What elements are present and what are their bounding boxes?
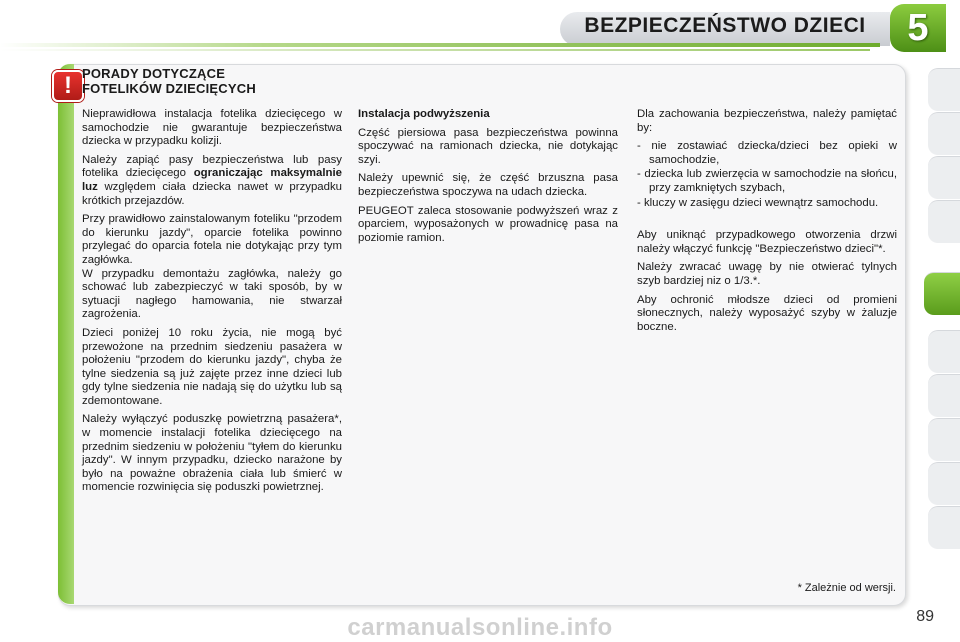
text-run: względem ciała dziecka nawet w przypadku krótkich przejazdów. — [82, 180, 342, 207]
chapter-tab[interactable] — [928, 68, 960, 111]
paragraph: Aby ochronić młodsze dzieci od promieni słonecznych, należy wyposażyć szyby w żaluzje boczne. — [637, 293, 897, 333]
chapter-badge: 5 — [890, 4, 946, 52]
emphasis-text: ograniczając maksymalnie luz — [82, 167, 342, 193]
chapter-tab[interactable] — [928, 374, 960, 417]
paragraph: Dla zachowania bezpieczeństwa, należy pamiętać by: — [637, 108, 897, 134]
chapter-tab[interactable] — [928, 462, 960, 505]
paragraph: Przy prawidłowo zainstalowanym foteliku "przodem do kierunku jazdy", oparcie fotelika powinno przylegać do oparcia fotela nie dotykając przy tym zagłówka. — [82, 213, 342, 266]
paragraph — [82, 154, 342, 208]
paragraph: PEUGEOT zaleca stosowanie podwyższeń wraz z oparciem, wyposażonych w prowadnicę pasa na poziomie ramion. — [358, 204, 618, 244]
footnote: * Zależnie od wersji. — [797, 582, 896, 594]
paragraph: Dzieci poniżej 10 roku życia, nie mogą być przewożone na przednim siedzeniu pasażera w położeniu "przodem do kierunku jazdy", chyba że tylne siedzenia są już zajęte przez inne dzieci lub gdy tylne siedzenia nie nadają się do użytku lub są zdemontowane. — [82, 326, 342, 407]
paragraph: Część piersiowa pasa bezpieczeństwa powinna spoczywać na ramionach dziecka, nie dotykając szyi. — [358, 126, 618, 166]
list-item: - nie zostawiać dziecka/dzieci bez opieki w samochodzie, — [637, 140, 897, 166]
section-title — [82, 66, 256, 96]
page-number: 89 — [916, 608, 934, 625]
text-column-3 — [637, 108, 897, 339]
chapter-tabs — [928, 68, 960, 578]
section-title-line1: PORADY DOTYCZĄCE — [82, 66, 226, 81]
paragraph: Należy wyłączyć poduszkę powietrzną pasażera*, w momencie instalacji fotelika dziecięcego na przednim siedzeniu w położeniu "tyłem do kierunku jazdy". W innym przypadku, dziecko narażone by było na poważne obrażenia ciała lub śmierć w momencie rozwinięcia się poduszki powietrznej. — [82, 413, 342, 494]
list-item: - kluczy w zasięgu dzieci wewnątrz samochodu. — [637, 196, 879, 209]
list-item: - dziecka lub zwierzęcia w samochodzie na słońcu, przy zamkniętych szybach, — [637, 168, 897, 194]
text-column-2 — [358, 108, 618, 250]
paragraph: Aby uniknąć przypadkowego otworzenia drzwi należy włączyć funkcję "Bezpieczeństwo dzieci"*. — [637, 229, 897, 255]
paragraph: Nieprawidłowa instalacja fotelika dziecięcego w samochodzie nie gwarantuje bezpieczeństwa dziecka w przypadku kolizji. — [82, 108, 342, 148]
header-stripe-thin — [0, 49, 870, 51]
chapter-tab-active[interactable] — [924, 272, 960, 315]
header-stripe — [0, 43, 880, 47]
paragraph: Należy zwracać uwagę by nie otwierać tylnych szyb bardziej niz o 1/3.*. — [637, 261, 897, 287]
page-title: BEZPIECZEŃSTWO DZIECI — [584, 14, 866, 37]
text-column-1 — [82, 108, 342, 500]
safety-list — [637, 140, 897, 210]
chapter-tab[interactable] — [928, 200, 960, 243]
subheading: Instalacja podwyższenia — [358, 108, 490, 120]
spacer — [637, 215, 897, 229]
paragraph: W przypadku demontażu zagłówka, należy go schować lub zabezpieczyć w taki sposób, by w sytuacji nagłego hamowania, nie stwarzał zagrożenia. — [82, 267, 342, 321]
chapter-tab[interactable] — [928, 418, 960, 461]
chapter-tab[interactable] — [928, 506, 960, 549]
chapter-tab[interactable] — [928, 112, 960, 155]
warning-icon: ! — [52, 70, 84, 102]
paragraph: Należy upewnić się, że część brzuszna pasa bezpieczeństwa spoczywa na udach dziecka. — [358, 172, 618, 198]
chapter-tab[interactable] — [928, 330, 960, 373]
chapter-tab[interactable] — [928, 156, 960, 199]
watermark: carmanualsonline.info — [347, 614, 613, 641]
text-run: Należy zapiąć pasy bezpieczeństwa lub pasy fotelika dziecięcego — [82, 153, 342, 180]
panel-accent-bar — [58, 64, 74, 604]
section-title-line2: FOTELIKÓW DZIECIĘCYCH — [82, 81, 256, 96]
